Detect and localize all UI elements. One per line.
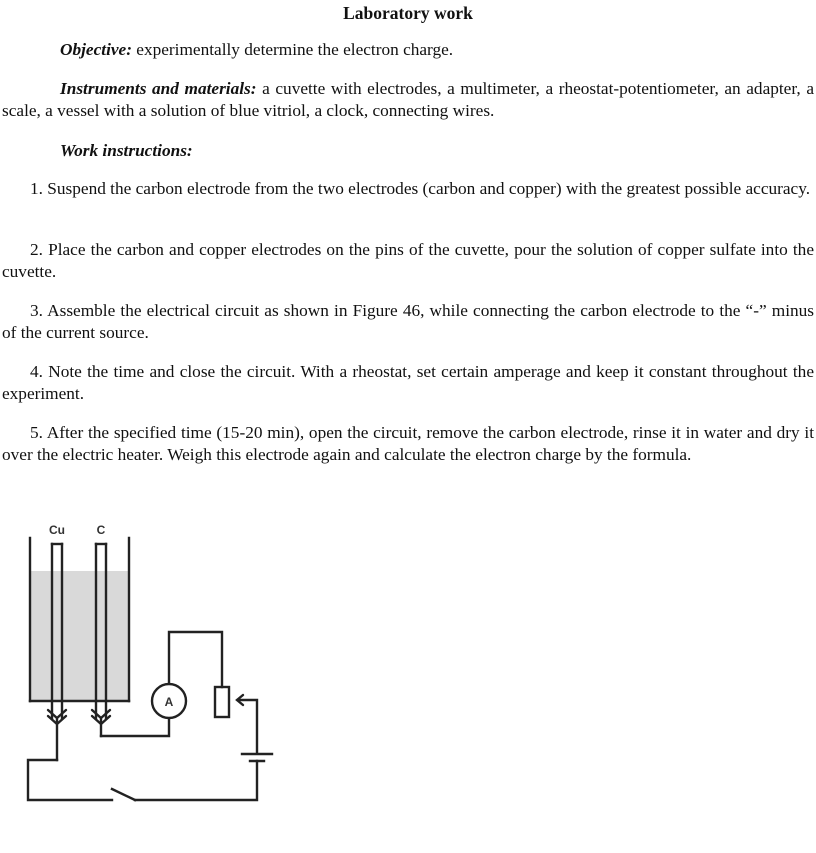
- wire-carbon-to-ammeter: [101, 718, 169, 736]
- switch: [112, 789, 135, 800]
- wire-switch-to-copper: [28, 760, 112, 800]
- objective-text: experimentally determine the electron charge.: [131, 40, 454, 59]
- rheostat-slider-wire: [238, 700, 257, 753]
- instruction-step-4: 4. Note the time and close the circuit. With a rheostat, set certain amperage and keep it constant throughout the experiment.: [2, 362, 814, 403]
- objective-paragraph: [2, 39, 814, 61]
- circuit-diagram: [0, 510, 300, 810]
- instruction-step-5: 5. After the specified time (15-20 min), open the circuit, remove the carbon electrode, rinse it in water and dry it over the electric heater. Weigh this electrode again and calculate the electron charge by the formula.: [2, 423, 814, 464]
- instruments-text: a cuvette with electrodes, a multimeter, a rheostat-potentiometer, an adapter, a scale, a vessel with a solution of blue vitriol, a clock, connecting wires.: [2, 79, 814, 120]
- wire-battery-to-switch: [135, 761, 257, 800]
- ammeter-label: A: [164, 695, 174, 709]
- objective-label: Objective:: [60, 40, 132, 59]
- page-title: Laboratory work: [343, 3, 473, 23]
- work-instructions-heading: [2, 140, 814, 162]
- instruction-step-1: 1. Suspend the carbon electrode from the two electrodes (carbon and copper) with the greatest possible accuracy.: [30, 179, 811, 198]
- work-instructions-label: Work instructions:: [60, 141, 193, 160]
- instruments-label: Instruments and materials:: [60, 79, 257, 98]
- rheostat: [215, 687, 229, 717]
- solution-fill: [31, 571, 128, 701]
- instruction-step-3: 3. Assemble the electrical circuit as shown in Figure 46, while connecting the carbon electrode to the “-” minus of the current source.: [2, 301, 814, 342]
- carbon-electrode-label: C: [96, 523, 106, 537]
- copper-electrode-label: Cu: [49, 523, 65, 537]
- wire-ammeter-to-rheostat: [169, 632, 222, 687]
- instruments-paragraph: [2, 78, 814, 122]
- instruction-step-2: 2. Place the carbon and copper electrodes on the pins of the cuvette, pour the solution of copper sulfate into the cuvette.: [2, 240, 814, 281]
